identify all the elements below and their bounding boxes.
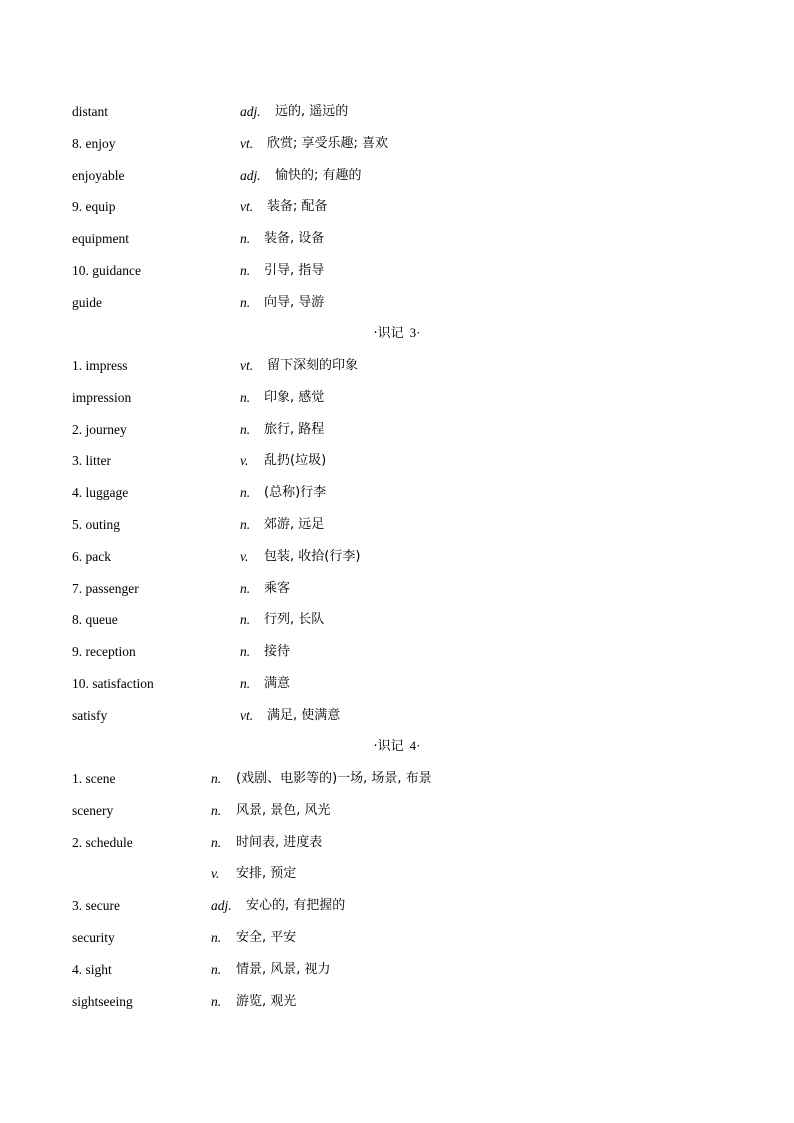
vocab-row	[0, 991, 794, 1023]
vocab-meaning: 引导, 指导	[264, 262, 325, 278]
vocab-meaning: 接待	[264, 644, 291, 660]
vocab-row	[0, 863, 794, 895]
vocab-row	[0, 514, 794, 546]
vocab-meaning: 留下深刻的印象	[267, 358, 359, 373]
part-of-speech: vt.	[240, 199, 254, 215]
vocab-row	[0, 609, 794, 641]
vocab-row	[0, 578, 794, 610]
vocab-word: 10. guidance	[72, 262, 141, 278]
vocab-meaning: 包装, 收拾(行李)	[264, 548, 361, 564]
vocab-word: enjoyable	[72, 167, 125, 183]
vocab-word: 4. luggage	[72, 485, 129, 501]
vocab-row	[0, 673, 794, 705]
vocab-meaning: 印象, 感觉	[264, 389, 325, 405]
vocab-row	[0, 450, 794, 482]
vocab-meaning: 愉快的; 有趣的	[275, 167, 362, 183]
vocab-meaning: 安排, 预定	[236, 866, 297, 882]
part-of-speech: adj.	[240, 104, 261, 119]
vocab-row	[0, 768, 794, 800]
vocab-meaning: 乘客	[264, 580, 291, 596]
vocab-row	[0, 133, 794, 165]
vocab-meaning: 乱扔(垃圾)	[264, 453, 327, 469]
vocab-list-part-1	[0, 101, 794, 324]
vocab-meaning: 风景, 景色, 风光	[236, 802, 331, 818]
vocab-row	[0, 419, 794, 451]
vocab-meaning: 安全, 平安	[236, 929, 297, 945]
vocab-row	[0, 355, 794, 387]
vocab-word: 8. queue	[72, 612, 118, 628]
vocab-row	[0, 228, 794, 260]
part-of-speech: n.	[211, 834, 222, 850]
heading-label: ·识记	[373, 326, 404, 341]
vocab-row	[0, 832, 794, 864]
part-of-speech: n.	[240, 294, 251, 310]
vocab-word: 10. satisfaction	[72, 675, 154, 691]
vocab-meaning: 旅行, 路程	[264, 421, 325, 437]
vocab-row	[0, 260, 794, 292]
part-of-speech: n.	[211, 771, 222, 786]
vocab-meaning: (戏剧、电影等的)一场, 场景, 布景	[236, 771, 432, 786]
vocab-meaning: 行列, 长队	[264, 612, 325, 628]
part-of-speech: n.	[211, 929, 222, 945]
vocab-meaning: 情景, 风景, 视力	[236, 961, 331, 977]
vocab-row	[0, 705, 794, 737]
part-of-speech: vt.	[240, 135, 254, 151]
vocab-row	[0, 800, 794, 832]
vocab-row	[0, 927, 794, 959]
vocab-row	[0, 387, 794, 419]
vocab-meaning: 向导, 导游	[264, 294, 325, 310]
vocab-word: 5. outing	[72, 516, 121, 532]
part-of-speech: n.	[240, 231, 251, 247]
vocab-meaning: 欣赏; 享受乐趣; 喜欢	[267, 135, 389, 151]
vocab-word: 2. journey	[72, 421, 127, 437]
vocab-word: equipment	[72, 231, 129, 247]
vocab-meaning: 郊游, 远足	[264, 516, 325, 532]
vocab-word: security	[72, 929, 115, 945]
vocab-word: 4. sight	[72, 961, 112, 977]
vocab-meaning: 满足, 使满意	[267, 707, 341, 723]
vocab-word: 6. pack	[72, 548, 111, 564]
vocab-word: 1. scene	[72, 771, 116, 786]
part-of-speech: n.	[240, 389, 251, 405]
part-of-speech: adj.	[240, 167, 261, 183]
vocab-word: 2. schedule	[72, 834, 133, 850]
part-of-speech: v.	[211, 866, 220, 882]
vocab-word: 9. reception	[72, 644, 136, 660]
vocab-meaning: 游览, 观光	[236, 993, 297, 1009]
part-of-speech: n.	[240, 516, 251, 532]
vocab-row	[0, 101, 794, 133]
vocab-meaning: 装备, 设备	[264, 231, 325, 247]
vocab-meaning: 满意	[264, 675, 291, 691]
vocab-word: scenery	[72, 802, 114, 818]
part-of-speech: n.	[240, 485, 251, 501]
part-of-speech: v.	[240, 548, 249, 564]
vocab-row	[0, 292, 794, 324]
section-heading-3	[0, 324, 794, 343]
vocab-row	[0, 959, 794, 991]
vocab-word: 3. litter	[72, 453, 111, 469]
part-of-speech: n.	[211, 802, 222, 818]
vocab-list-part-3	[0, 768, 794, 1022]
part-of-speech: v.	[240, 453, 249, 469]
vocab-word: satisfy	[72, 707, 108, 723]
heading-number: 4·	[409, 738, 421, 753]
vocab-meaning: 安心的, 有把握的	[246, 898, 346, 914]
vocab-meaning: 远的, 遥远的	[275, 104, 349, 119]
vocab-word: impression	[72, 389, 132, 405]
vocab-word: 8. enjoy	[72, 135, 116, 151]
part-of-speech: n.	[240, 262, 251, 278]
vocab-row	[0, 165, 794, 197]
vocab-row	[0, 546, 794, 578]
vocab-word: sightseeing	[72, 993, 133, 1009]
vocab-row	[0, 895, 794, 927]
vocab-meaning: 时间表, 进度表	[236, 834, 323, 850]
heading-label: ·识记	[373, 739, 404, 754]
part-of-speech: n.	[240, 644, 251, 660]
part-of-speech: vt.	[240, 707, 254, 723]
part-of-speech: adj.	[211, 898, 232, 914]
part-of-speech: n.	[240, 421, 251, 437]
vocab-row	[0, 641, 794, 673]
vocab-word: distant	[72, 104, 108, 119]
heading-number: 3·	[409, 325, 421, 340]
part-of-speech: n.	[240, 612, 251, 628]
vocab-row	[0, 196, 794, 228]
vocab-meaning: 装备; 配备	[267, 199, 328, 215]
section-heading-4	[0, 737, 794, 756]
vocab-word: 3. secure	[72, 898, 120, 914]
vocab-word: guide	[72, 294, 102, 310]
vocab-word: 1. impress	[72, 358, 128, 373]
part-of-speech: n.	[240, 580, 251, 596]
vocab-meaning: (总称)行李	[264, 485, 327, 501]
vocab-word: 7. passenger	[72, 580, 139, 596]
part-of-speech: vt.	[240, 358, 254, 373]
part-of-speech: n.	[211, 961, 222, 977]
vocab-list-part-2	[0, 355, 794, 737]
vocab-row	[0, 482, 794, 514]
part-of-speech: n.	[240, 675, 251, 691]
part-of-speech: n.	[211, 993, 222, 1009]
vocab-word: 9. equip	[72, 199, 116, 215]
